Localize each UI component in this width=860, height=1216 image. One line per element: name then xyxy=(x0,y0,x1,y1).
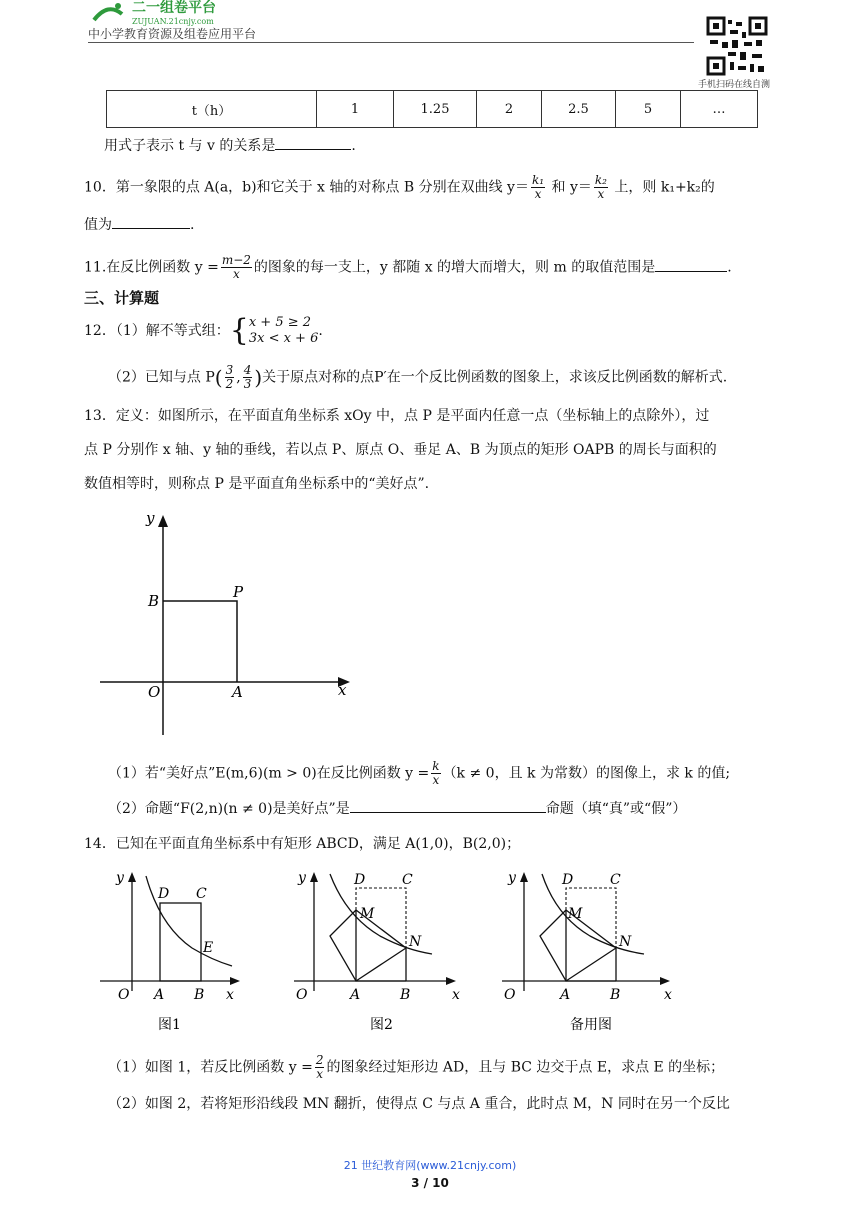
frac-num: k₂ xyxy=(594,173,607,187)
q13-sub2-start: （2）命题“F(2,n)(n ≠ 0)是美好点”是 xyxy=(108,801,350,817)
header-subtitle: 中小学教育资源及组卷应用平台 xyxy=(88,27,257,41)
q10-line2-end: . xyxy=(190,217,195,233)
answer-blank[interactable] xyxy=(350,798,546,813)
q13-line1: 13．定义：如图所示，在平面直角坐标系 xOy 中，点 P 是平面内任意一点（坐标轴上的点除外），过 xyxy=(84,408,710,424)
frac-num: 3 xyxy=(225,363,234,377)
fraction xyxy=(225,364,235,391)
inequality-system xyxy=(249,315,319,347)
header-divider xyxy=(88,42,694,43)
label-b: B xyxy=(148,592,160,610)
q14-figure-1 xyxy=(96,866,246,1036)
label-a: A xyxy=(560,987,571,1003)
label-y: y xyxy=(146,509,155,527)
label-m: M xyxy=(360,906,375,922)
fraction xyxy=(594,174,608,201)
label-a: A xyxy=(154,987,165,1003)
label-b: B xyxy=(194,987,205,1003)
paren: ( xyxy=(214,365,223,390)
frac-num: m−2 xyxy=(221,253,251,267)
label-a: A xyxy=(232,683,243,701)
table-cell: 5 xyxy=(616,91,681,128)
footer-link[interactable]: 21 世纪教育网(www.21cnjy.com) xyxy=(343,1159,517,1172)
frac-num: k xyxy=(432,759,440,773)
inequality-1: x + 5 ≥ 2 xyxy=(248,315,312,330)
brace: { xyxy=(229,313,249,348)
label-c: C xyxy=(196,886,207,902)
y-arrow-icon xyxy=(128,872,136,882)
q12-start: 12．（1）解不等式组： xyxy=(84,323,230,339)
q9-end: . xyxy=(351,138,356,154)
label-m: M xyxy=(568,906,583,922)
label-x: x xyxy=(338,681,347,699)
fraction xyxy=(243,364,253,391)
y-arrow-icon xyxy=(310,872,318,882)
frac-den: x xyxy=(316,1067,324,1081)
label-e: E xyxy=(203,940,214,956)
label-x: x xyxy=(226,987,234,1003)
label-y: y xyxy=(508,870,516,886)
frac-den: 2 xyxy=(225,377,234,391)
q11 xyxy=(84,254,732,281)
q14-figure-2 xyxy=(290,866,470,1036)
q12-p2-start: （2）已知与点 P xyxy=(108,369,215,386)
q11-end: 的图象的每一支上，y 都随 x 的增大而增大，则 m 的取值范围是 xyxy=(253,259,656,276)
frac-den: x xyxy=(534,187,542,201)
frac-den: x xyxy=(597,187,605,201)
label-b: B xyxy=(610,987,621,1003)
q10-line2 xyxy=(84,214,194,235)
qr-code-icon[interactable] xyxy=(706,16,768,76)
table-cell: 1 xyxy=(317,91,394,128)
label-p: P xyxy=(233,583,244,601)
section-heading: 三、计算题 xyxy=(84,289,160,307)
qr-caption: 手机扫码在线自测 xyxy=(698,80,771,90)
label-x: x xyxy=(664,987,672,1003)
frac-num: k₁ xyxy=(531,173,545,187)
q14-sub1-end: 的图象经过矩形边 AD，且与 BC 边交于点 E，求点 E 的坐标； xyxy=(326,1059,725,1076)
q14-backup-figure xyxy=(498,866,678,1036)
answer-blank[interactable] xyxy=(112,214,190,229)
table-cell: 1.25 xyxy=(394,91,477,128)
label-d: D xyxy=(158,886,170,902)
label-y: y xyxy=(298,870,306,886)
label-o: O xyxy=(296,987,308,1003)
label-d: D xyxy=(562,872,574,888)
q12-end: . xyxy=(318,323,323,339)
q10-mid: 和 y＝ xyxy=(547,179,592,196)
x-arrow-icon xyxy=(230,977,240,985)
label-o: O xyxy=(504,987,516,1003)
fraction xyxy=(531,174,545,201)
figure-caption: 备用图 xyxy=(570,1017,612,1033)
figure-caption: 图1 xyxy=(158,1017,181,1033)
q11-start: 11.在反比例函数 y = xyxy=(84,259,219,276)
label-y: y xyxy=(116,870,124,886)
rectangle-oapb xyxy=(163,601,237,682)
figure-caption: 图2 xyxy=(370,1017,393,1033)
answer-blank[interactable] xyxy=(275,135,351,150)
label-c: C xyxy=(402,872,413,888)
y-arrow-icon xyxy=(158,515,168,527)
logo-text: 二一组卷平台 xyxy=(132,0,216,16)
x-arrow-icon xyxy=(446,977,456,985)
q14-sub1-start: （1）如图 1，若反比例函数 y = xyxy=(108,1059,313,1076)
table-row xyxy=(107,91,758,128)
label-n: N xyxy=(619,934,632,950)
q13-sub2 xyxy=(108,798,686,819)
q9-text: 用式子表示 t 与 v 的关系是 xyxy=(104,138,276,154)
logo-url: ZUJUAN.21cnjy.com xyxy=(132,17,214,26)
frac-den: x xyxy=(432,773,440,787)
q10-text: 10．第一象限的点 A(a，b)和它关于 x 轴的对称点 B 分别在双曲线 y＝ xyxy=(84,179,529,196)
inequality-2: 3x < x + 6 xyxy=(248,331,319,346)
data-table xyxy=(106,90,758,128)
label-x: x xyxy=(452,987,460,1003)
label-n: N xyxy=(409,934,422,950)
rectangle-abcd xyxy=(160,903,201,981)
q13-line2: 点 P 分别作 x 轴、y 轴的垂线，若以点 P、原点 O、垂足 A、B 为顶点的矩形 OAPB 的周长与面积的 xyxy=(84,442,717,458)
q14-sub2: （2）如图 2，若将矩形沿线段 MN 翻折，使得点 C 与点 A 重合，此时点 M，N 同时在另一个反比 xyxy=(108,1096,730,1112)
q12-part1 xyxy=(84,314,323,348)
table-cell: 2.5 xyxy=(542,91,616,128)
q11-tail: . xyxy=(727,259,732,276)
q12-part2: （2）已知与点 P( $\frac{3}{2}$ , $\frac{4}{3}$ )关于原点对称的点P′在一个反比例函数的图象上，求该反比例函数的解析式. xyxy=(108,363,728,391)
fraction xyxy=(431,760,440,787)
table-cell: t（h） xyxy=(107,91,317,128)
frac-den: x xyxy=(232,267,240,281)
x-arrow-icon xyxy=(660,977,670,985)
label-a: A xyxy=(350,987,361,1003)
q10-line1 xyxy=(84,174,715,201)
fraction xyxy=(315,1054,325,1081)
q13-sub1-start: （1）若“美好点”E(m,6)(m > 0)在反比例函数 y = xyxy=(108,765,430,782)
label-d: D xyxy=(354,872,366,888)
page-number: 3 / 10 xyxy=(411,1176,449,1190)
label-c: C xyxy=(610,872,621,888)
frac-num: 2 xyxy=(315,1053,324,1067)
table-cell: 2 xyxy=(477,91,542,128)
fraction xyxy=(221,254,252,281)
q9-tail xyxy=(104,135,356,156)
frac-num: 4 xyxy=(243,363,252,377)
q13-sub1-end: （k ≠ 0，且 k 为常数）的图像上，求 k 的值; xyxy=(442,765,731,782)
q13-sub2-end: 命题（填“真”或“假”） xyxy=(545,801,687,817)
logo xyxy=(88,0,278,26)
table-cell: … xyxy=(681,91,758,128)
q10-line2-text: 值为 xyxy=(84,217,112,233)
q14-line1: 14．已知在平面直角坐标系中有矩形 ABCD，满足 A(1,0)，B(2,0)； xyxy=(84,836,521,852)
label-o: O xyxy=(118,987,130,1003)
frac-den: 3 xyxy=(243,377,252,391)
q12-p2-end: 关于原点对称的点P′在一个反比例函数的图象上，求该反比例函数的解析式. xyxy=(262,369,728,386)
label-b: B xyxy=(400,987,411,1003)
q13-line3: 数值相等时，则称点 P 是平面直角坐标系中的“美好点”. xyxy=(84,476,430,492)
y-arrow-icon xyxy=(520,872,528,882)
label-o: O xyxy=(148,683,161,701)
answer-blank[interactable] xyxy=(655,257,727,272)
q13-sub1 xyxy=(108,760,730,787)
q13-figure xyxy=(96,505,366,740)
q14-sub1 xyxy=(108,1054,724,1081)
q10-end: 上，则 k₁+k₂的 xyxy=(609,179,715,196)
paren: ) xyxy=(254,365,263,390)
